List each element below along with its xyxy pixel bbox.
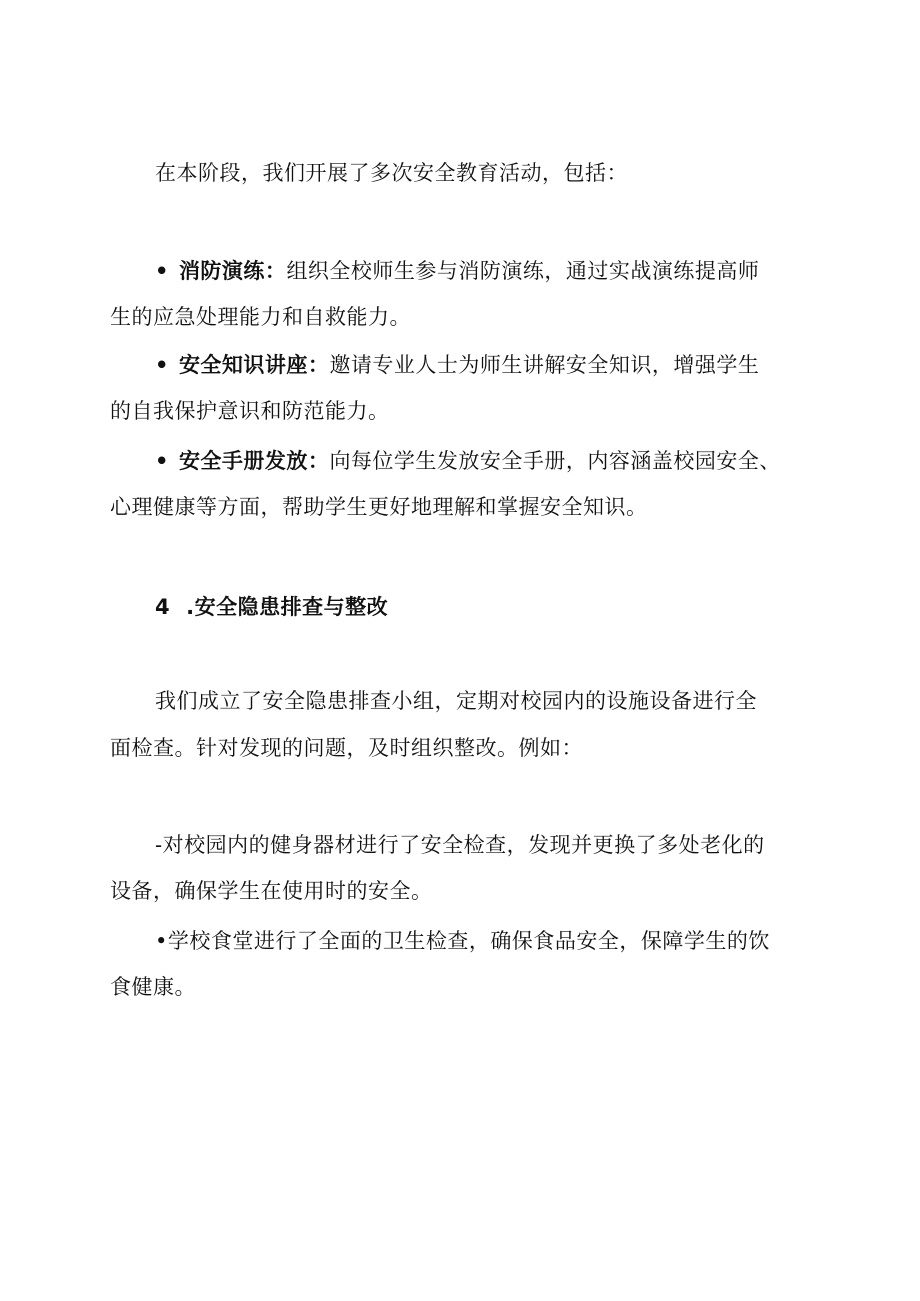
example-item-continuation: 食健康。	[110, 975, 196, 999]
section-heading	[155, 592, 855, 622]
list-item-text: 组织全校师生参与消防演练，通过实战演练提高师	[286, 259, 760, 283]
list-item-continuation: 的自我保护意识和防范能力。	[110, 399, 390, 423]
list-item-text: 邀请专业人士为师生讲解安全知识，增强学生	[329, 353, 760, 377]
list-item-continuation: 生的应急处理能力和自救能力。	[110, 305, 411, 329]
body-paragraph-line: 面检查。针对发现的问题，及时组织整改。例如：	[110, 736, 583, 760]
list-item-safety-handbook	[155, 446, 855, 476]
intro-paragraph: 在本阶段，我们开展了多次安全教育活动，包括：	[155, 161, 628, 185]
section-title: .安全隐患排查与整改	[186, 595, 389, 619]
body-paragraph-line: 我们成立了安全隐患排查小组，定期对校园内的设施设备进行全	[155, 689, 757, 713]
list-item-term: 安全知识讲座：	[178, 353, 330, 377]
section-number: 4	[155, 595, 171, 619]
list-item-fire-drill	[155, 256, 855, 286]
example-item-continuation: 设备，确保学生在使用时的安全。	[110, 879, 433, 903]
list-item-continuation: 心理健康等方面，帮助学生更好地理解和掌握安全知识。	[110, 495, 648, 519]
example-item-canteen: •学校食堂进行了全面的卫生检查，确保食品安全，保障学生的饮	[155, 929, 770, 953]
list-item-term: 消防演练：	[178, 259, 287, 283]
example-item-fitness-equipment: -对校园内的健身器材进行了安全检查，发现并更换了多处老化的	[155, 833, 765, 857]
list-item-term: 安全手册发放：	[178, 449, 330, 473]
bullet-icon: •	[155, 259, 169, 283]
bullet-icon: •	[155, 449, 169, 473]
list-item-safety-lecture	[155, 350, 855, 380]
bullet-icon: •	[155, 353, 169, 377]
list-item-text: 向每位学生发放安全手册，内容涵盖校园安全、	[329, 449, 781, 473]
